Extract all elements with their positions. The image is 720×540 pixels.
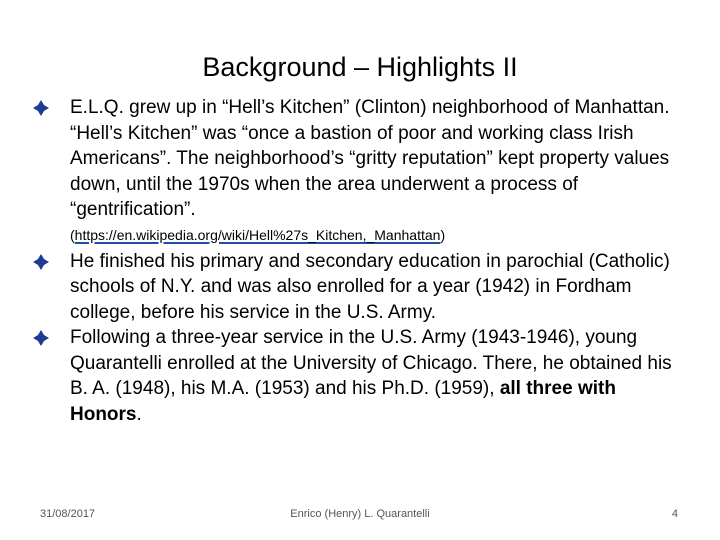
diamond-bullet-icon — [32, 253, 50, 271]
bullet-item-3 — [32, 325, 692, 427]
ref-close: ) — [440, 226, 446, 243]
slide-title: Background – Highlights II — [202, 52, 518, 82]
bullet-text-main: Following a three-year service in the U.S. Army (1943-1946), young Quarantelli enrolled at the University of Chicago. There, he obtained his B. A. (1948), his M.A. (1953) and his Ph.D. (1959), — [70, 327, 672, 399]
bullet-list — [32, 95, 692, 427]
ref-open: ( — [70, 226, 75, 243]
bullet-text: He finished his primary and secondary education in parochial (Catholic) schools of N.Y. and was also enrolled for a year (1942) in Fordham college, before his service in the U.S. Army. — [70, 250, 670, 323]
wikipedia-link[interactable]: https://en.wikipedia.org/wiki/Hell%27s_Kitchen,_Manhattan — [74, 226, 441, 243]
bullet-text: E.L.Q. grew up in “Hell’s Kitchen” (Clinton) neighborhood of Manhattan. “Hell’s Kitchen” was “once a bastion of poor and working class Irish Americans”. The neighborhood’s “gritty reputation” kept property values down, until the 1970s when the area underwent a process of “gentrification”. — [70, 97, 670, 220]
reference-line — [70, 226, 692, 244]
diamond-bullet-icon — [32, 329, 50, 347]
bullet-item-1 — [32, 95, 692, 244]
page-number: 4 — [671, 508, 678, 520]
bold-emphasis: all three with Honors — [70, 378, 616, 425]
bullet-text-tail: . — [136, 403, 142, 425]
bullet-item-2 — [32, 249, 692, 326]
diamond-bullet-icon — [32, 99, 50, 117]
footer-date: 31/08/2017 — [40, 508, 96, 520]
bullet-text — [70, 325, 692, 427]
footer-author: Enrico (Henry) L. Quarantelli — [290, 508, 430, 520]
